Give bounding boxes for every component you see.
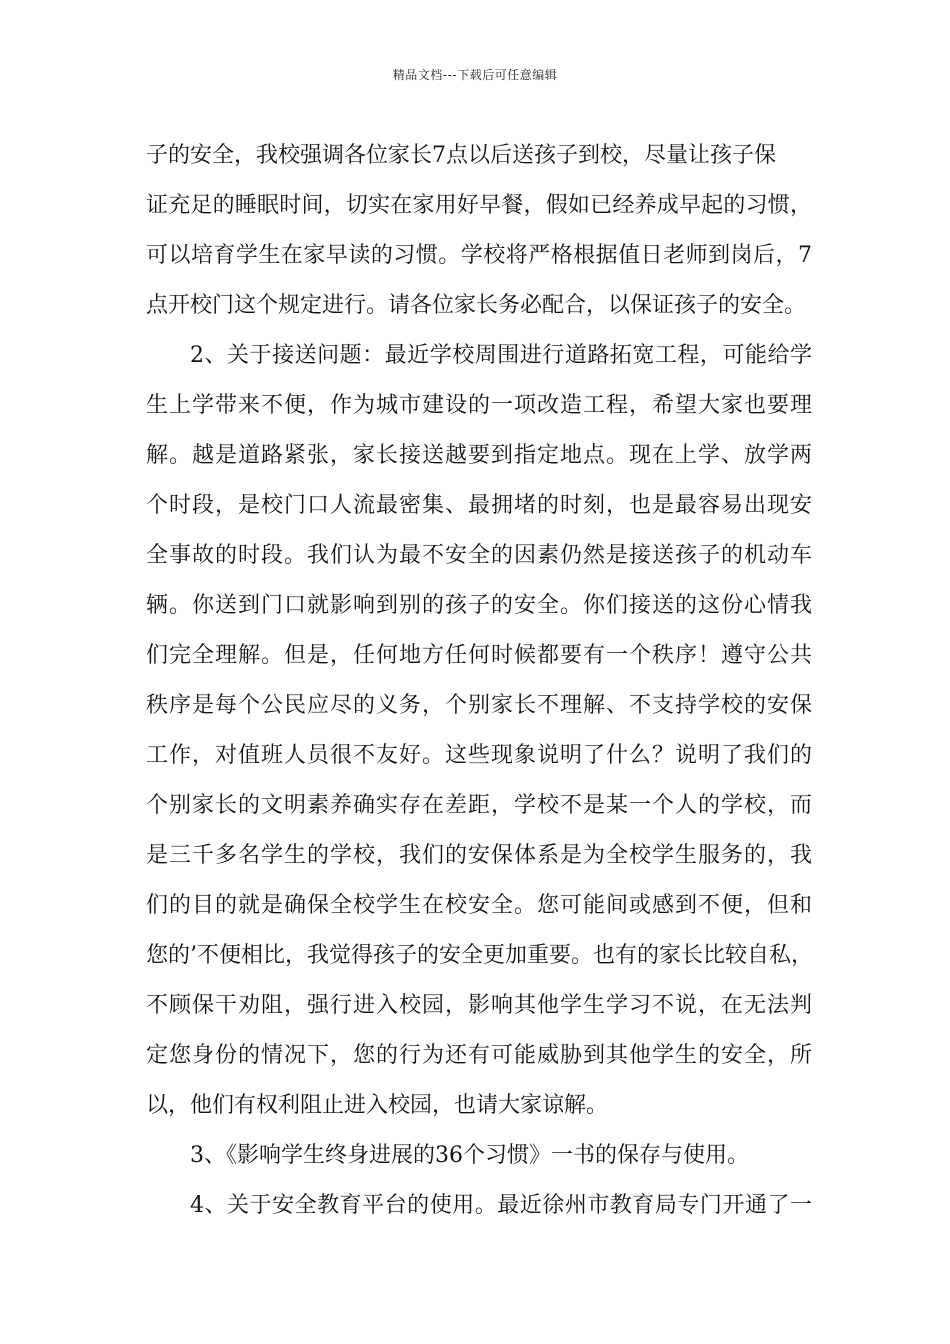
paragraph-line: 可以培育学生在家早读的习惯。学校将严格根据值日老师到岗后，7 [146, 243, 812, 268]
paragraph-line: 以，他们有权利阻止进入校园，也请大家谅解。 [146, 1093, 609, 1118]
paragraph-line: 子的安全，我校强调各位家长7点以后送孩子到校，尽量让孩子保 [146, 143, 776, 168]
paragraph-line: 全事故的时段。我们认为最不安全的因素仍然是接送孩子的机动车 [146, 543, 812, 568]
page-header: 精品文档---下载后可任意编辑 [392, 68, 558, 82]
paragraph-line: 点开校门这个规定进行。请各位家长务必配合，以保证孩子的安全。 [146, 293, 807, 318]
paragraph-line: 3、《影响学生终身进展的36个习惯》一书的保存与使用。 [190, 1143, 749, 1168]
body-text [146, 131, 812, 1231]
paragraph-line: 们的目的就是确保全校学生在校安全。您可能间或感到不便，但和 [146, 893, 812, 918]
paragraph-line: 秩序是每个公民应尽的义务，个别家长不理解、不支持学校的安保 [146, 693, 812, 718]
paragraph-line: 个时段，是校门口人流最密集、最拥堵的时刻，也是最容易出现安 [146, 493, 812, 518]
paragraph-line: 定您身份的情况下，您的行为还有可能威胁到其他学生的安全，所 [146, 1043, 812, 1068]
paragraph-line: 们完全理解。但是，任何地方任何时候都要有一个秩序！遵守公共 [146, 643, 812, 668]
paragraph-line: 是三千多名学生的学校，我们的安保体系是为全校学生服务的，我 [146, 843, 812, 868]
paragraph-line: 个别家长的文明素养确实存在差距，学校不是某一个人的学校，而 [146, 793, 812, 818]
paragraph-line: 解。越是道路紧张，家长接送越要到指定地点。现在上学、放学两 [146, 443, 812, 468]
paragraph-line: 4、关于安全教育平台的使用。最近徐州市教育局专门开通了一 [190, 1193, 812, 1218]
paragraph-line: 工作，对值班人员很不友好。这些现象说明了什么？说明了我们的 [146, 743, 812, 768]
paragraph-line: 生上学带来不便，作为城市建设的一项改造工程，希望大家也要理 [146, 393, 812, 418]
paragraph-line: 您的’不便相比，我觉得孩子的安全更加重要。也有的家长比较自私， [146, 943, 813, 968]
paragraph-line: 不顾保干劝阻，强行进入校园，影响其他学生学习不说，在无法判 [146, 993, 812, 1018]
paragraph-line: 辆。你送到门口就影响到别的孩子的安全。你们接送的这份心情我 [146, 593, 812, 618]
paragraph-line: 证充足的睡眠时间，切实在家用好早餐，假如已经养成早起的习惯， [146, 193, 812, 218]
paragraph-line: 2、关于接送问题：最近学校周围进行道路拓宽工程，可能给学 [190, 343, 812, 368]
